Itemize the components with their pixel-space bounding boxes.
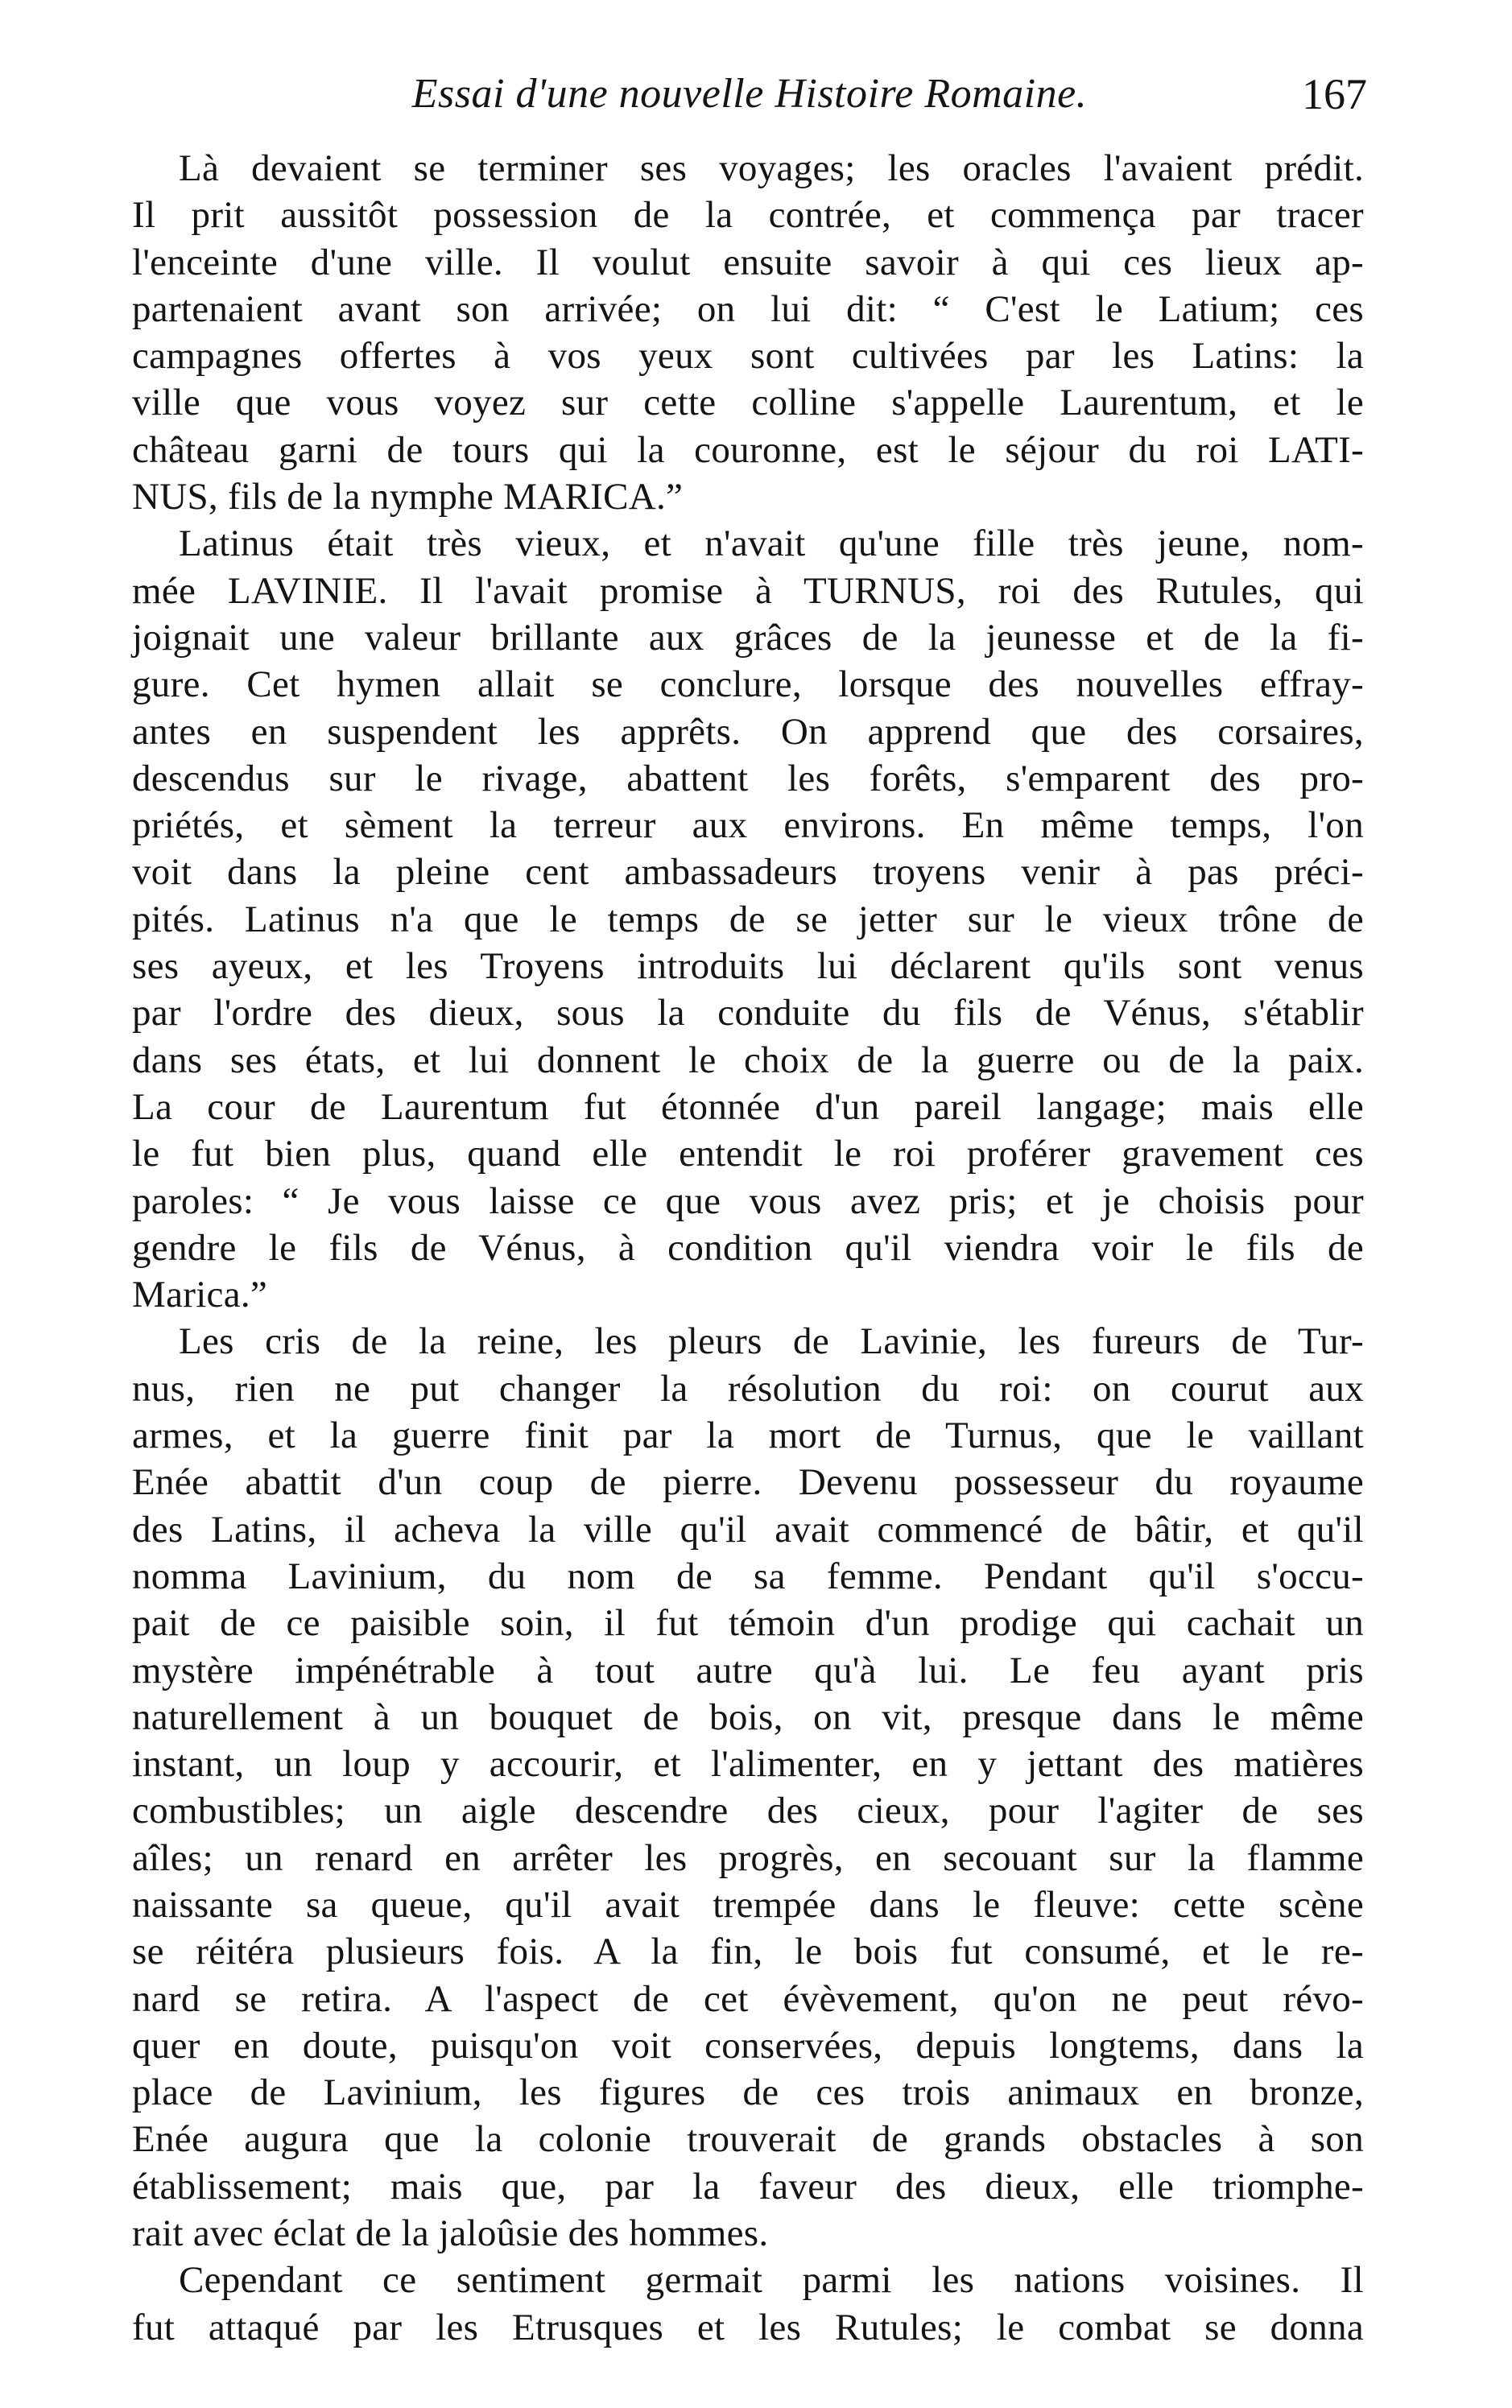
text-line: quer en doute, puisqu'on voit conservées, depuis longtems, dans la [132, 2024, 1364, 2067]
text-line: Il prit aussitôt possession de la contrée, et commença par tracer [132, 194, 1364, 237]
text-line: fut attaqué par les Etrusques et les Rutules; le combat se donna [132, 2306, 1364, 2348]
text-line: armes, et la guerre finit par la mort de Turnus, que le vaillant [132, 1415, 1364, 1457]
text-line: NUS, fils de la nymphe MARICA.” [132, 476, 684, 518]
text-line: instant, un loup y accourir, et l'alimenter, en y jettant des matières [132, 1743, 1364, 1786]
text-line: Les cris de la reine, les pleurs de Lavinie, les fureurs de Tur- [179, 1320, 1364, 1363]
text-line: joignait une valeur brillante aux grâces de la jeunesse et de la fi- [132, 616, 1364, 659]
text-line: ville que vous voyez sur cette colline s'appelle Laurentum, et le [132, 382, 1364, 424]
running-head [132, 66, 1367, 122]
text-line: Là devaient se terminer ses voyages; les oracles l'avaient prédit. [179, 147, 1364, 189]
text-line: rait avec éclat de la jaloûsie des hommes. [132, 2212, 769, 2255]
text-line: naturellement à un bouquet de bois, on vit, presque dans le même [132, 1696, 1364, 1738]
text-line: paroles: “ Je vous laisse ce que vous avez pris; et je choisis pour [132, 1179, 1364, 1222]
text-line: naissante sa queue, qu'il avait trempée dans le fleuve: cette scène [132, 1883, 1364, 1926]
text-line: gure. Cet hymen allait se conclure, lorsque des nouvelles effray- [132, 663, 1364, 706]
text-line: priétés, et sèment la terreur aux environs. En même temps, l'on [132, 804, 1364, 847]
text-line: l'enceinte d'une ville. Il voulut ensuite savoir à qui ces lieux ap- [132, 241, 1364, 283]
text-line: nomma Lavinium, du nom de sa femme. Pendant qu'il s'occu- [132, 1555, 1364, 1597]
text-line: antes en suspendent les apprêts. On apprend que des corsaires, [132, 710, 1364, 753]
text-line: se réitéra plusieurs fois. A la fin, le bois fut consumé, et le re- [132, 1931, 1364, 1973]
body-text [132, 145, 1364, 2351]
text-line: voit dans la pleine cent ambassadeurs troyens venir à pas préci- [132, 851, 1364, 894]
text-line: mystère impénétrable à tout autre qu'à lui. Le feu ayant pris [132, 1649, 1364, 1691]
text-line: des Latins, il acheva la ville qu'il avait commencé de bâtir, et qu'il [132, 1508, 1364, 1551]
text-line: Latinus était très vieux, et n'avait qu'une fille très jeune, nom- [179, 522, 1364, 565]
text-line: établissement; mais que, par la faveur des dieux, elle triomphe- [132, 2165, 1364, 2208]
text-line: partenaient avant son arrivée; on lui dit: “ C'est le Latium; ces [132, 287, 1364, 330]
text-line: dans ses états, et lui donnent le choix de la guerre ou de la paix. [132, 1039, 1364, 1081]
text-line: château garni de tours qui la couronne, est le séjour du roi LATI- [132, 428, 1364, 471]
text-line: aîles; un renard en arrêter les progrès, en secouant sur la flamme [132, 1836, 1364, 1879]
text-line: La cour de Laurentum fut étonnée d'un pareil langage; mais elle [132, 1085, 1364, 1128]
running-title: Essai d'une nouvelle Histoire Romaine. [411, 71, 1088, 117]
text-line: nus, rien ne put changer la résolution du roi: on courut aux [132, 1367, 1364, 1410]
page-number: 167 [1302, 70, 1367, 118]
text-line: Marica.” [132, 1274, 268, 1316]
text-line: gendre le fils de Vénus, à condition qu'il viendra voir le fils de [132, 1226, 1364, 1269]
text-line: ses ayeux, et les Troyens introduits lui déclarent qu'ils sont venus [132, 945, 1364, 988]
text-line: combustibles; un aigle descendre des cieux, pour l'agiter de ses [132, 1790, 1364, 1832]
text-line: Enée augura que la colonie trouverait de grands obstacles à son [132, 2118, 1364, 2161]
text-line: descendus sur le rivage, abattent les forêts, s'emparent des pro- [132, 757, 1364, 799]
text-line: Enée abattit d'un coup de pierre. Devenu possesseur du royaume [132, 1461, 1364, 1504]
text-line: pait de ce paisible soin, il fut témoin d'un prodige qui cachait un [132, 1602, 1364, 1645]
text-line: mée LAVINIE. Il l'avait promise à TURNUS, roi des Rutules, qui [132, 569, 1364, 612]
text-line: le fut bien plus, quand elle entendit le roi proférer gravement ces [132, 1133, 1364, 1175]
text-line: Cependant ce sentiment germait parmi les nations voisines. Il [179, 2259, 1364, 2302]
text-line: par l'ordre des dieux, sous la conduite du fils de Vénus, s'établir [132, 992, 1364, 1035]
text-line: pités. Latinus n'a que le temps de se jetter sur le vieux trône de [132, 898, 1364, 940]
text-line: campagnes offertes à vos yeux sont cultivées par les Latins: la [132, 335, 1364, 378]
text-line: place de Lavinium, les figures de ces trois animaux en bronze, [132, 2071, 1364, 2114]
text-line: nard se retira. A l'aspect de cet évèvement, qu'on ne peut révo- [132, 1977, 1364, 2020]
